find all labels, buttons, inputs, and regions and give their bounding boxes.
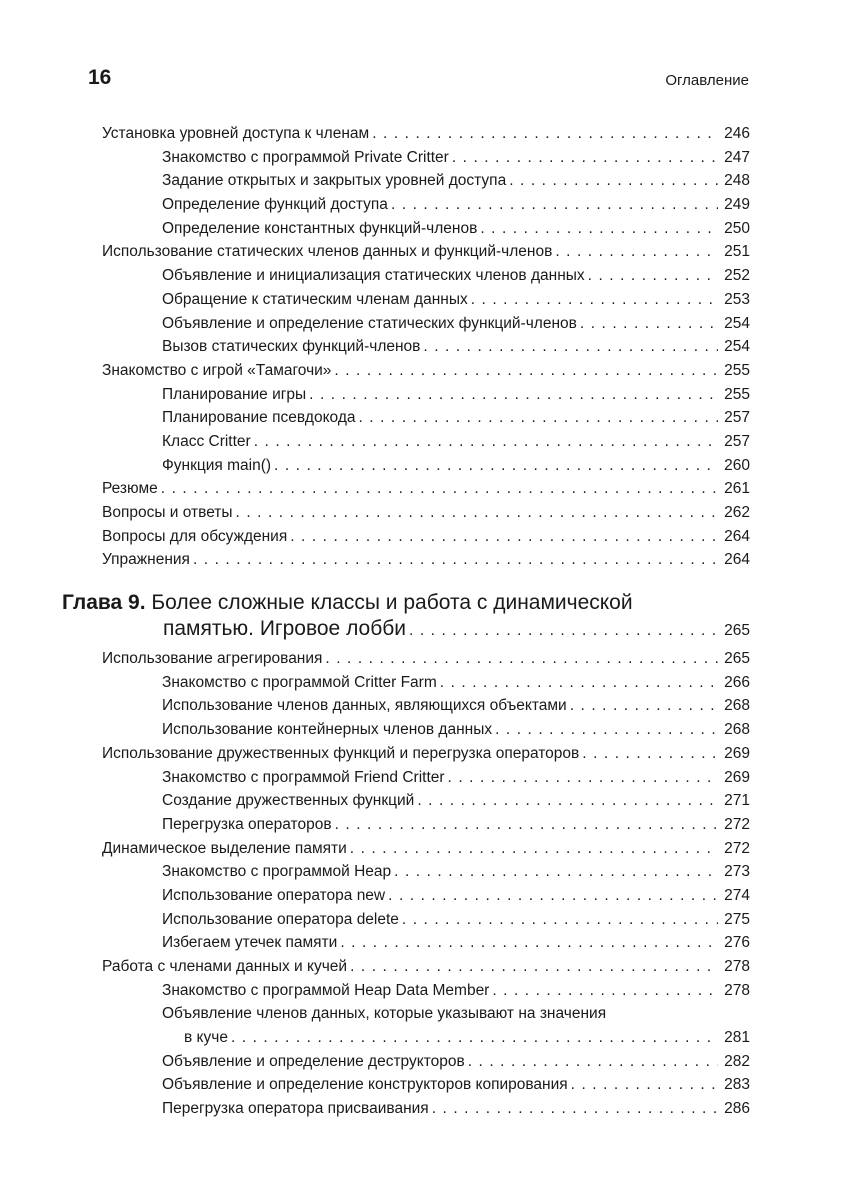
leader-dots [335,813,719,837]
toc-entry-section [102,240,750,264]
toc-page-number: 286 [724,1100,750,1118]
toc-page-number: 246 [724,125,750,142]
toc-entry-title: Класс Critter [162,432,251,450]
toc-entry-title: в куче [184,1029,228,1047]
leader-dots [391,193,718,217]
toc-entry-subsection [102,430,750,454]
toc-entry-title: Вызов статических функций-членов [162,338,421,356]
toc-entry-subsection [102,671,750,695]
toc-entry-title: Использование агрегирования [102,650,323,668]
toc-entry-section [102,647,750,671]
toc-entry-subsection [102,312,750,336]
toc-entry-title: Планирование игры [162,385,307,403]
leader-dots [358,406,718,430]
leader-dots [254,430,718,454]
toc-page-number: 269 [724,768,750,786]
toc-entry-subsection [102,169,750,193]
toc-page-number: 283 [724,1076,750,1094]
toc-entry-title: Использование членов данных, являющихся объектами [162,697,567,715]
leader-dots [495,718,718,742]
toc-page-number: 262 [724,504,750,521]
toc-page-number: 274 [724,886,750,904]
toc-page-number: 252 [724,267,750,285]
toc-entry-title: Вопросы для обсуждения [102,527,288,545]
toc-entry-section [102,477,750,501]
toc-entry-subsection [102,335,750,359]
toc-entry-title: Создание дружественных функций [162,792,415,810]
table-of-contents [62,122,750,1121]
toc-entry-title: Планирование псевдокода [162,409,356,427]
toc-entry-title: Избегаем утечек памяти [162,934,338,952]
toc-entry-subsection [102,908,750,932]
toc-entry-subsection [102,694,750,718]
toc-page-number: 264 [724,527,750,545]
leader-dots [471,288,718,312]
toc-entry-subsection [102,884,750,908]
toc-entry-subsection [102,383,750,407]
toc-entry-subsection [102,813,750,837]
toc-entry-section [102,548,750,572]
leader-dots [417,789,718,813]
chapter-label: Глава 9. [62,591,146,615]
leader-dots [372,122,718,146]
toc-page-number: 282 [724,1052,750,1070]
leader-dots [468,1050,718,1074]
leader-dots [231,1026,718,1050]
leader-dots [580,312,718,336]
leader-dots [193,548,718,572]
leader-dots [236,501,719,525]
toc-page-number: 266 [724,673,750,691]
toc-page-number: 278 [724,958,750,975]
leader-dots [350,955,718,979]
toc-entry-subsection [102,217,750,241]
toc-entry-title: Знакомство с программой Private Critter [162,148,449,166]
toc-entry-subsection [102,1097,750,1121]
toc-entry-title: Объявление и определение конструкторов копирования [162,1076,568,1094]
toc-entry-subsection [102,454,750,478]
toc-entry-title: Функция main() [162,456,272,474]
leader-dots [334,359,718,383]
toc-page-number: 268 [724,697,750,715]
toc-entry-title: Динамическое выделение памяти [102,839,347,857]
toc-page-number: 269 [724,744,750,762]
toc-page-number: 275 [724,910,750,928]
toc-entry-title: Установка уровней доступа к членам [102,125,370,142]
leader-dots [480,217,718,241]
toc-entry-section [102,955,750,979]
toc-page-number: 264 [724,551,750,569]
toc-entry-title: Резюме [102,480,158,498]
toc-entry-title: Перегрузка оператора присваивания [162,1100,429,1118]
toc-entry-subsection [102,931,750,955]
toc-entry-title: Использование контейнерных членов данных [162,721,493,739]
toc-page-number: 250 [724,219,750,237]
toc-entry-subsection [102,406,750,430]
chapter-title-line2: памятью. Игровое лобби [163,617,407,641]
toc-entry-section [102,525,750,549]
leader-dots [388,884,718,908]
toc-section-chapter9 [102,647,750,1121]
toc-page-number: 249 [724,196,750,214]
leader-dots [440,671,718,695]
leader-dots [402,908,718,932]
chapter-heading [62,590,750,644]
toc-entry-section [102,122,750,146]
toc-entry-subsection [102,1073,750,1097]
toc-entry-section [102,837,750,861]
toc-entry-title: Перегрузка операторов [162,815,332,833]
toc-entry-title: Знакомство с программой Heap Data Member [162,981,490,999]
toc-page-number: 265 [724,650,750,668]
toc-entry-title: Объявление и определение деструкторов [162,1052,465,1070]
toc-entry-subsection [102,146,750,170]
toc-entry-title: Вопросы и ответы [102,504,233,521]
toc-page-number: 278 [724,981,750,999]
toc-entry-subsection [102,193,750,217]
leader-dots [161,477,718,501]
leader-dots [582,742,718,766]
toc-page-number: 255 [724,385,750,403]
leader-dots [394,860,718,884]
toc-page-number: 261 [724,480,750,498]
leader-dots [571,1073,718,1097]
toc-entry-title: Знакомство с программой Critter Farm [162,673,437,691]
toc-entry-subsection [102,288,750,312]
toc-page-number: 253 [724,290,750,308]
toc-entry-subsection [102,766,750,790]
toc-entry-title: Обращение к статическим членам данных [162,290,468,308]
toc-page-number: 254 [724,338,750,356]
leader-dots [452,146,718,170]
chapter-title-line1: Более сложные классы и работа с динамической [151,591,633,615]
leader-dots [432,1097,718,1121]
toc-page-number: 281 [724,1029,750,1047]
toc-entry-subsection [102,979,750,1003]
toc-entry-title: Объявление и инициализация статических членов данных [162,267,585,285]
toc-entry-title: Использование дружественных функций и перегрузка операторов [102,744,580,762]
toc-entry-title: Использование статических членов данных и функций-членов [102,243,553,261]
toc-entry-title: Упражнения [102,551,190,569]
toc-entry-subsection [102,1026,750,1050]
leader-dots [423,335,718,359]
leader-dots [290,525,718,549]
leader-dots [588,264,718,288]
toc-page-number: 272 [724,815,750,833]
toc-entry-title: Использование оператора new [162,886,386,904]
toc-page-number: 276 [724,934,750,952]
leader-dots [555,240,718,264]
toc-entry-title: Определение константных функций-членов [162,219,478,237]
toc-entry-subsection [102,264,750,288]
toc-page-number: 272 [724,839,750,857]
toc-page-number: 268 [724,721,750,739]
toc-page-number: 260 [724,456,750,474]
toc-entry-section [102,359,750,383]
leader-dots [350,837,718,861]
toc-page-number: 257 [724,409,750,427]
toc-page-number: 254 [724,314,750,332]
leader-dots [325,647,718,671]
running-title: Оглавление [665,72,749,89]
toc-entry-title: Знакомство с программой Heap [162,863,392,881]
toc-entry-subsection [102,718,750,742]
toc-section-chapter8 [102,122,750,572]
toc-page-number: 273 [724,863,750,881]
toc-entry-subsection [102,789,750,813]
toc-page-number: 255 [724,361,750,379]
leader-dots [448,766,719,790]
toc-page-number: 247 [724,148,750,166]
toc-page-number: 248 [724,172,750,190]
toc-entry-subsection [102,1050,750,1074]
toc-entry-title: Знакомство с игрой «Тамагочи» [102,361,332,379]
toc-entry-title: Определение функций доступа [162,196,388,214]
toc-entry-section [102,742,750,766]
leader-dots [340,931,718,955]
leader-dots [492,979,718,1003]
leader-dots [309,383,718,407]
toc-page-number: 257 [724,432,750,450]
toc-page-number: 251 [724,243,750,261]
toc-entry-section [102,501,750,525]
toc-entry-title: Использование оператора delete [162,910,399,928]
toc-entry-title: Задание открытых и закрытых уровней доступа [162,172,507,190]
toc-entry-title: Объявление и определение статических функций-членов [162,314,577,332]
leader-dots [274,454,718,478]
toc-entry-title: Знакомство с программой Friend Critter [162,768,445,786]
chapter-page-number: 265 [724,622,750,640]
leader-dots [409,618,718,644]
page-number: 16 [88,66,112,89]
leader-dots [509,169,718,193]
toc-entry-subsection [102,860,750,884]
toc-page-number: 271 [724,792,750,810]
leader-dots [570,694,718,718]
toc-entry-title: Работа с членами данных и кучей [102,958,348,975]
toc-entry-title: Объявление членов данных, которые указывают на значения [162,1005,607,1023]
